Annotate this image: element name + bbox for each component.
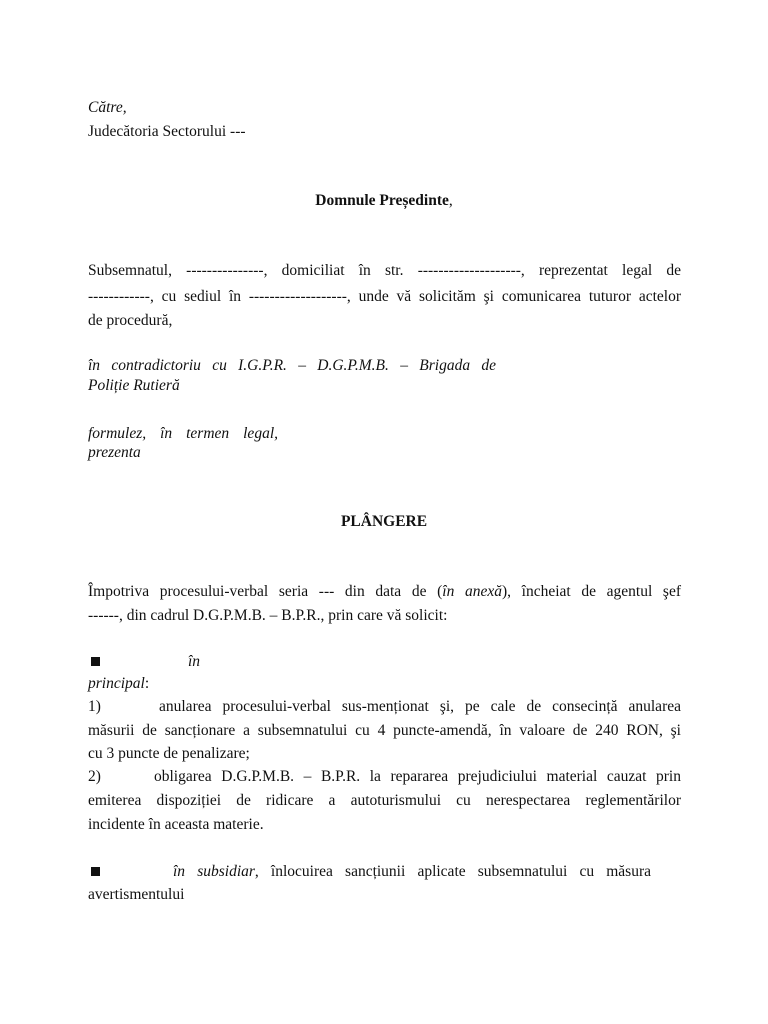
salutation-text: Domnule Președinte	[315, 192, 449, 209]
contradictoriu-line-1: în contradictoriu cu I.G.P.R. – D.G.P.M.B. – Brigada de	[88, 357, 496, 374]
principal-bullet-word: în	[188, 653, 201, 670]
addressee-court: Judecătoria Sectorului ---	[88, 123, 246, 140]
item-1-line-1: anularea procesului-verbal sus-menționat şi, pe cale de consecință anularea	[159, 698, 681, 715]
intro-line-1: Subsemnatul, ---------------, domiciliat în str. --------------------, reprezentat legal de	[88, 262, 681, 279]
subsidiar-label: în subsidiar	[173, 863, 255, 880]
document-title: PLÂNGERE	[340, 513, 428, 530]
formulez-line-2: prezenta	[88, 444, 141, 461]
item-2-line-3: incidente în aceasta materie.	[88, 816, 264, 833]
intro-line-3: de procedură,	[88, 312, 173, 329]
impotriva-line-2: ------, din cadrul D.G.P.M.B. – B.P.R., prin care vă solicit:	[88, 607, 448, 624]
item-1-line-2: măsurii de sancționare a subsemnatului cu 4 puncte-amendă, în valoare de 240 RON, şi	[88, 722, 681, 739]
subsidiar-text: , înlocuirea sancțiunii aplicate subsemnatului cu măsura	[254, 863, 651, 880]
principal-label	[88, 672, 149, 696]
impotriva-text-a: Împotriva procesului-verbal seria --- din data de (	[88, 583, 443, 600]
impotriva-line-1	[88, 580, 681, 604]
square-bullet-icon	[91, 657, 100, 666]
intro-line-2: ------------, cu sediul în -------------------, unde vă solicităm şi comunicarea tuturor actelor	[88, 288, 681, 305]
formulez-line-1: formulez, în termen legal,	[88, 425, 278, 442]
item-1-number: 1)	[88, 698, 101, 715]
contradictoriu-line-2: Poliție Rutieră	[88, 377, 180, 394]
addressee-to: Către,	[88, 99, 127, 116]
item-2-line-2: emiterea dispoziției de ridicare a autoturismului cu nerespectarea reglementărilor	[88, 792, 681, 809]
square-bullet-icon	[91, 867, 100, 876]
subsidiar-line-1	[173, 860, 651, 884]
salutation-comma: ,	[448, 192, 453, 209]
impotriva-anexa: în anexă	[442, 583, 502, 600]
salutation	[0, 189, 768, 213]
impotriva-text-c: ), încheiat de agentul şef	[501, 583, 681, 600]
item-1-line-3: cu 3 puncte de penalizare;	[88, 745, 250, 762]
principal-label-text: principal	[88, 675, 145, 692]
item-2-line-1: obligarea D.G.P.M.B. – B.P.R. la repararea prejudiciului material cauzat prin	[154, 768, 681, 785]
principal-colon: :	[144, 675, 150, 692]
item-2-number: 2)	[88, 768, 101, 785]
subsidiar-line-2: avertismentului	[88, 886, 185, 903]
